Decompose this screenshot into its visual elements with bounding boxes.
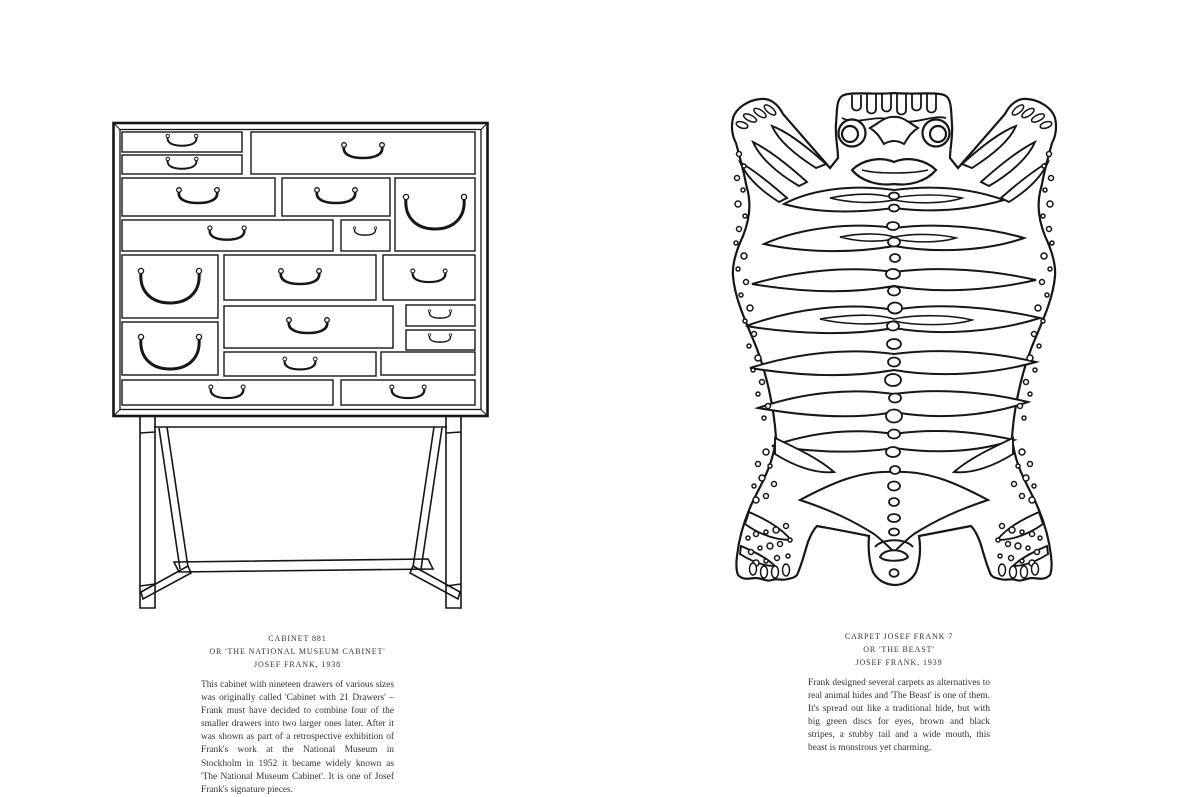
carpet-caption-title	[808, 630, 990, 670]
cabinet-caption-title-line3: JOSEF FRANK, 1938	[253, 660, 342, 670]
cabinet-caption-title	[201, 632, 394, 672]
carpet-caption-title-line3: JOSEF FRANK, 1939	[855, 658, 943, 668]
cabinet-illustration	[112, 121, 489, 621]
carpet-caption-title-line1: CARPET JOSEF FRANK 7	[844, 632, 954, 641]
carpet-caption	[808, 630, 990, 756]
cabinet-stand	[140, 417, 461, 608]
carpet-caption-title-line2: OR 'THE BEAST'	[863, 645, 935, 655]
beast-mouth	[852, 159, 936, 184]
carpet-caption-body: Frank designed several carpets as alternatives to real animal hides and 'The Beast' is one of them. It's spread out like a traditional hide, but with big green discs for eyes, brown and black stripes, a stubby tail and a wide mouth, this beast is monstrous yet charming.	[808, 677, 990, 754]
cabinet-drawers	[122, 132, 475, 405]
carpet-figure	[700, 86, 1088, 598]
cabinet-caption-body: This cabinet with nineteen drawers of various sizes was originally called 'Cabinet with 21 Drawers' – Frank must have decided to combine four of the smaller drawers into two larger ones later. After it was shown as part of a retrospective exhibition of Frank's work at the National Museum in Stockholm in 1952 it became widely known as 'The National Museum Cabinet'. It is one of Josef Frank's signature pieces.	[201, 679, 394, 795]
cabinet-caption-title-line1: CABINET 881	[268, 634, 327, 643]
cabinet-figure	[112, 121, 489, 621]
cabinet-caption	[201, 632, 394, 797]
cabinet-caption-title-line2: OR 'THE NATIONAL MUSEUM CABINET'	[209, 647, 386, 657]
carpet-illustration	[700, 86, 1088, 598]
